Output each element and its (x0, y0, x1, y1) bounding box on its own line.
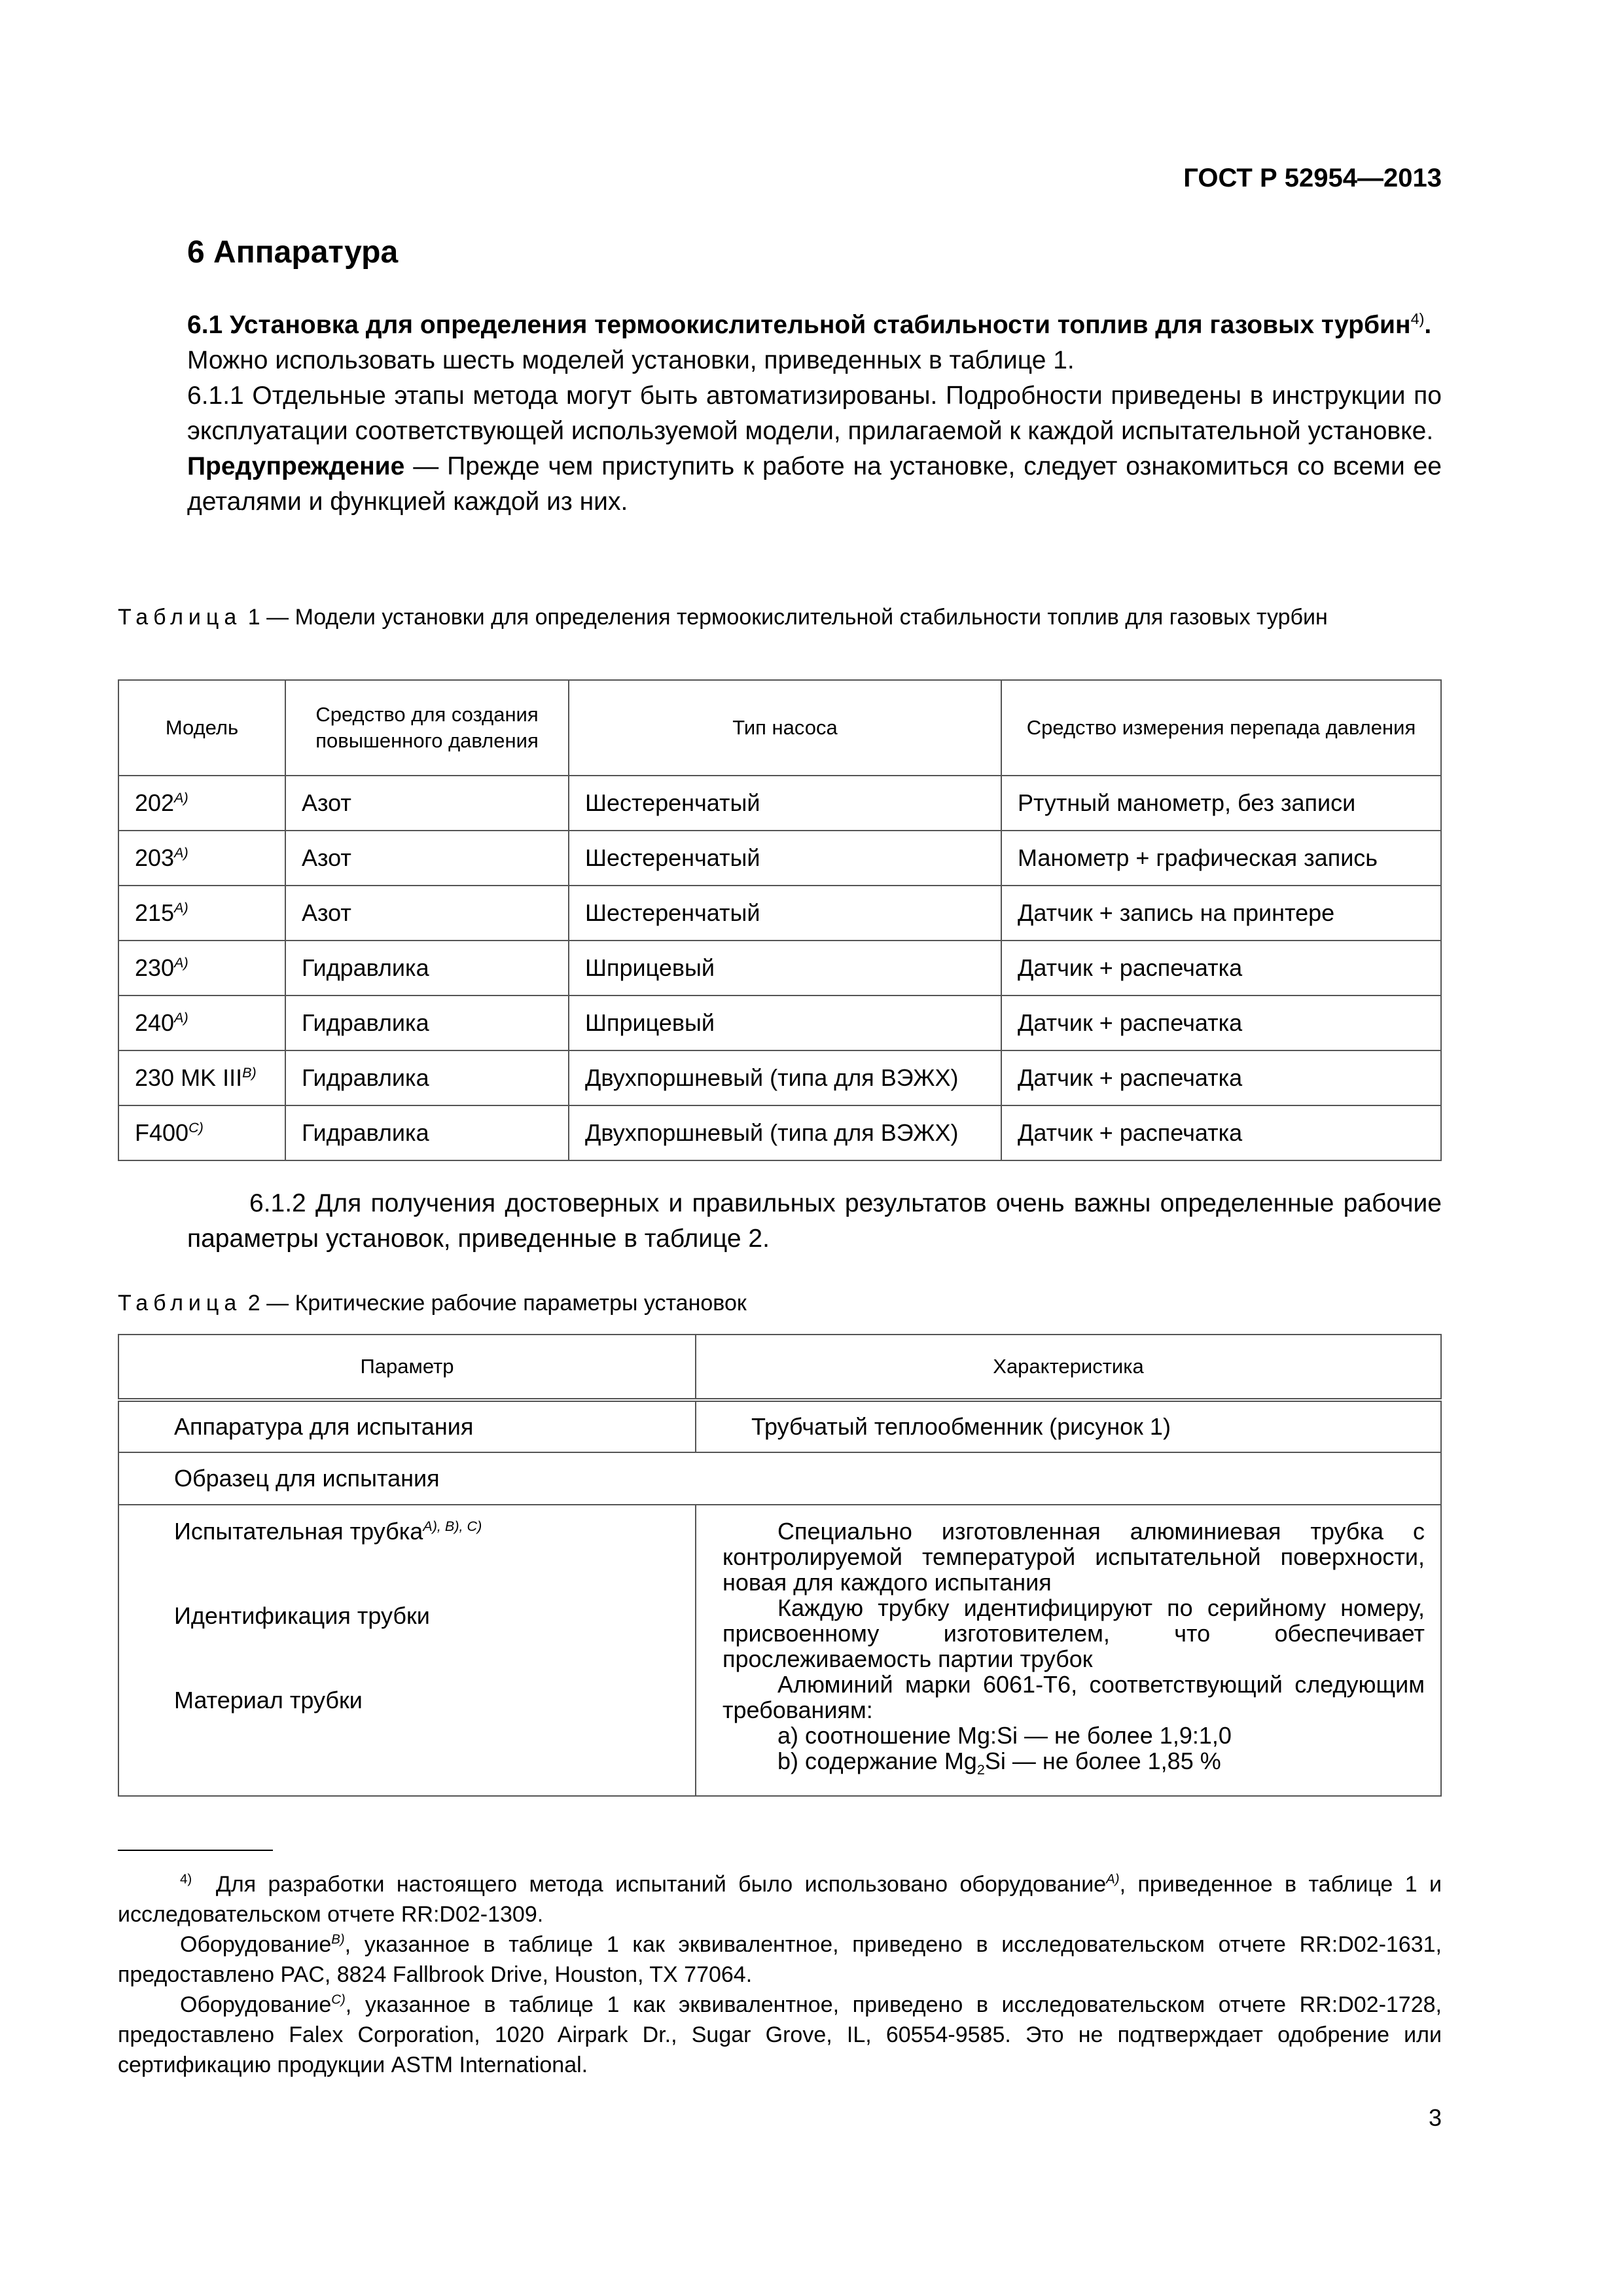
table-row (118, 1452, 1441, 1505)
caption-text: 1 — Модели установки для определения термоокислительной стабильности топлив для газовых турбин (247, 605, 1328, 630)
pump-cell: Шестеренчатый (569, 831, 1001, 886)
footnote-divider (118, 1850, 273, 1851)
column-header: Характеристика (696, 1335, 1441, 1400)
list-item (722, 1748, 1425, 1782)
document-id: ГОСТ Р 52954—2013 (1183, 164, 1442, 192)
param-tube-id: Идентификация трубки (174, 1602, 430, 1629)
table-row (118, 1505, 1441, 1796)
model-text: 230 MK III (135, 1064, 243, 1091)
paragraph-6-1-1: 6.1.1 Отдельные этапы метода могут быть автоматизированы. Подробности приведены в инструкции по эксплуатации соответствующей используемой модели, прилагаемой к каждой испытательной установке. (187, 382, 1442, 445)
footnote-ref: A), B), C) (423, 1518, 482, 1534)
text: Si — не более 1,85 % (984, 1748, 1221, 1774)
value-cell (696, 1505, 1441, 1796)
model-cell (118, 1050, 285, 1105)
pressure-cell: Гидравлика (285, 1050, 569, 1105)
pump-cell: Шестеренчатый (569, 886, 1001, 941)
table-row (118, 831, 1441, 886)
page-number: 3 (1428, 2104, 1442, 2131)
text: , указанное в таблице 1 как эквивалентное, приведено в исследовательском отчете RR:D02-1631, предоставлено PAC, 8824 Fallbrook Drive, Houston, TX 77064. (118, 1932, 1442, 1987)
pressure-cell: Гидравлика (285, 941, 569, 996)
model-cell (118, 941, 285, 996)
column-header: Параметр (118, 1335, 696, 1400)
param-text: Испытательная трубка (174, 1518, 423, 1545)
subscript: 2 (976, 1761, 985, 1778)
paragraph-6-1-2 (187, 1186, 1442, 1257)
table-row (118, 1105, 1441, 1160)
param-cell: Аппаратура для испытания (118, 1400, 696, 1452)
group-cell: Образец для испытания (118, 1452, 1441, 1505)
table-models (118, 679, 1442, 1161)
measure-cell: Датчик + запись на принтере (1001, 886, 1441, 941)
model-cell (118, 831, 285, 886)
table2-caption (118, 1289, 1442, 1317)
measure-cell: Датчик + распечатка (1001, 1105, 1441, 1160)
column-header: Средство для создания повышенного давления (285, 680, 569, 776)
title-text: 6.1 Установка для определения термоокислительной стабильности топлив для газовых турбин (187, 311, 1411, 339)
model-text: 215 (135, 899, 175, 926)
footnote-ref: A) (174, 954, 188, 971)
footnote-ref: A) (174, 844, 188, 861)
column-header: Тип насоса (569, 680, 1001, 776)
table-row (118, 941, 1441, 996)
footnote-ref: B) (242, 1064, 257, 1081)
measure-cell: Манометр + графическая запись (1001, 831, 1441, 886)
caption-label: Таблица (118, 1291, 242, 1316)
caption-text: 2 — Критические рабочие параметры установок (247, 1291, 747, 1316)
table-row (118, 996, 1441, 1050)
pump-cell: Шприцевый (569, 941, 1001, 996)
text: , указанное в таблице 1 как эквивалентное, приведено в исследовательском отчете RR:D02-1728, предоставлено Falex Corporation, 1020 Airpark Dr., Sugar Grove, IL, 60554-9585. Это не подтверждает одобрение или сертификацию продукции ASTM International. (118, 1992, 1442, 2077)
param-cell (118, 1505, 696, 1796)
pressure-cell: Азот (285, 831, 569, 886)
footnote-ref: B) (331, 1932, 345, 1947)
column-header: Модель (118, 680, 285, 776)
column-header: Средство измерения перепада давления (1001, 680, 1441, 776)
table-parameters (118, 1334, 1442, 1797)
table-row (118, 886, 1441, 941)
param-test-tube (174, 1518, 695, 1603)
footnote-mark: 4) (180, 1872, 192, 1887)
pump-cell: Двухпоршневый (типа для ВЭЖХ) (569, 1105, 1001, 1160)
text: b) содержание Mg (777, 1748, 977, 1774)
table1-caption (118, 603, 1442, 631)
model-text: 230 (135, 954, 175, 981)
pressure-cell: Гидравлика (285, 996, 569, 1050)
pump-cell: Шестеренчатый (569, 776, 1001, 831)
footnote-ref: C) (331, 1992, 346, 2007)
list-item: a) соотношение Mg:Si — не более 1,9:1,0 (777, 1722, 1232, 1749)
text: Для разработки настоящего метода испытаний было использовано оборудование (215, 1872, 1107, 1897)
pressure-cell: Азот (285, 776, 569, 831)
model-cell (118, 1105, 285, 1160)
subsection-title: 6.1 Установка для определения термоокислительной стабильности топлив для газовых турбин$^{4)}$. (187, 310, 1432, 339)
measure-cell: Датчик + распечатка (1001, 1050, 1441, 1105)
text: Оборудование (180, 1992, 332, 2017)
text: Оборудование (180, 1932, 332, 1957)
warning-label: Предупреждение (187, 452, 405, 480)
warning-paragraph (187, 449, 1442, 520)
footnote-b (118, 1929, 1442, 1990)
pressure-cell: Азот (285, 886, 569, 941)
value-text: Алюминий марки 6061-T6, соответствующий следующим требованиям: (722, 1671, 1425, 1723)
footnote-ref: A) (174, 789, 188, 806)
table-row (118, 1050, 1441, 1105)
footnote-ref: A) (174, 899, 188, 916)
value-text: Специально изготовленная алюминиевая трубка с контролируемой температурой испытательной поверхности, новая для каждого испытания (722, 1518, 1425, 1596)
footnote-ref: C) (188, 1119, 204, 1136)
footnote-ref: A) (174, 1009, 188, 1026)
table-row (118, 1400, 1441, 1452)
footnote-ref[interactable]: 4) (1410, 310, 1425, 327)
footnote-4 (118, 1869, 1442, 1929)
model-text: 240 (135, 1009, 175, 1036)
footnotes (118, 1869, 1442, 2080)
warning-text: — Прежде чем приступить к работе на установке, следует ознакомиться со всеми ее деталями и функцией каждой из них. (187, 452, 1442, 516)
model-cell (118, 776, 285, 831)
pump-cell: Двухпоршневый (типа для ВЭЖХ) (569, 1050, 1001, 1105)
value-text: Каждую трубку идентифицируют по серийному номеру, присвоенному изготовителем, что обеспечивает прослеживаемость партии трубок (722, 1594, 1425, 1672)
text: , приведенное в таблице 1 и исследовательском отчете RR:D02-1309. (118, 1872, 1442, 1927)
measure-cell: Ртутный манометр, без записи (1001, 776, 1441, 831)
model-text: 203 (135, 844, 175, 871)
subsection-6-1 (187, 308, 1442, 520)
section-heading: 6 Аппаратура (187, 235, 399, 270)
model-text: F400 (135, 1119, 189, 1146)
footnote-c (118, 1990, 1442, 2080)
measure-cell: Датчик + распечатка (1001, 996, 1441, 1050)
pump-cell: Шприцевый (569, 996, 1001, 1050)
model-cell (118, 996, 285, 1050)
footnote-ref: A) (1106, 1872, 1120, 1887)
table-row (118, 776, 1441, 831)
model-cell (118, 886, 285, 941)
model-text: 202 (135, 789, 175, 816)
paragraph: Можно использовать шесть моделей установки, приведенных в таблице 1. (187, 346, 1075, 374)
value-cell: Трубчатый теплообменник (рисунок 1) (696, 1400, 1441, 1452)
measure-cell: Датчик + распечатка (1001, 941, 1441, 996)
param-tube-material: Материал трубки (174, 1687, 363, 1713)
paragraph-text: 6.1.2 Для получения достоверных и правильных результатов очень важны определенные рабочие параметры установок, приведенные в таблице 2. (187, 1189, 1442, 1253)
caption-label: Таблица (118, 605, 242, 630)
pressure-cell: Гидравлика (285, 1105, 569, 1160)
